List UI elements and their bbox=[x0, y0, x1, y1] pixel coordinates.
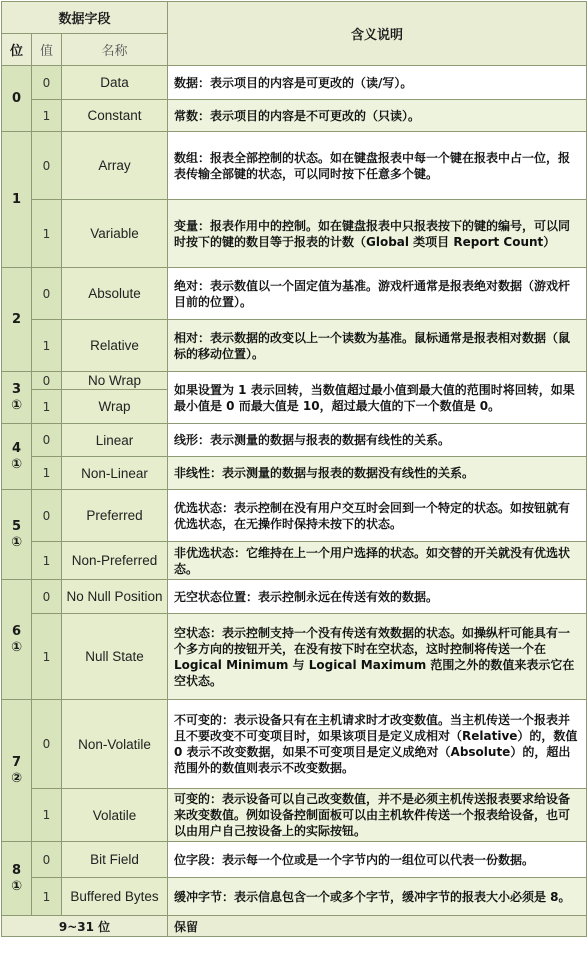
value-cell: 0 bbox=[32, 490, 62, 542]
bit-cell: 5 ① bbox=[2, 490, 32, 580]
value-cell: 0 bbox=[32, 268, 62, 320]
name-cell: No Wrap bbox=[62, 372, 168, 390]
footnote-mark: ① bbox=[10, 397, 22, 413]
value-cell: 0 bbox=[32, 842, 62, 878]
name-cell: Volatile bbox=[62, 789, 168, 842]
description-cell: 如果设置为 1 表示回转，当数值超过最小值到最大值的范围时将回转，如果最小值是 0 而最大值是 10，超过最大值的下一个数值是 0。 bbox=[168, 372, 587, 424]
description-cell: 可变的：表示设备可以自己改变数值，并不是必须主机传送报表要求给设备来改变数值。例如设备控制面板可以由主机软件传送一个报表给设备，也可以由用户自己按设备上的实际按钮。 bbox=[168, 789, 587, 842]
description-cell: 绝对：表示数值以一个固定值为基准。游戏杆通常是报表绝对数据（游戏杆目前的位置）。 bbox=[168, 268, 587, 320]
name-cell: Buffered Bytes bbox=[62, 878, 168, 916]
description-cell: 数据：表示项目的内容是可更改的（读/写）。 bbox=[168, 66, 587, 100]
value-cell: 1 bbox=[32, 320, 62, 372]
name-cell: Non-Linear bbox=[62, 457, 168, 490]
name-cell: Absolute bbox=[62, 268, 168, 320]
hid-main-item-bit-table bbox=[1, 1, 587, 937]
bit-cell: 1 bbox=[2, 132, 32, 268]
description-cell: 不可变的：表示设备只有在主机请求时才改变数值。当主机传送一个报表并且不要改变不可变项目时，如果该项目是定义成相对（Relative）的，数值 0 表示不改变数据，如果不可变项目是定义成绝对（Absolute）的，超出范围外的数值则表示不改变数据。 bbox=[168, 700, 587, 789]
name-cell: Data bbox=[62, 66, 168, 100]
value-cell: 1 bbox=[32, 457, 62, 490]
name-cell: Null State bbox=[62, 614, 168, 700]
header-bit: 位 bbox=[2, 34, 32, 66]
name-cell: Bit Field bbox=[62, 842, 168, 878]
reserved-description: 保留 bbox=[168, 916, 587, 937]
value-cell: 0 bbox=[32, 424, 62, 457]
value-cell: 1 bbox=[32, 614, 62, 700]
header-value: 值 bbox=[32, 34, 62, 66]
value-cell: 1 bbox=[32, 100, 62, 132]
footnote-mark: ① bbox=[10, 639, 22, 655]
name-cell: Variable bbox=[62, 200, 168, 268]
value-cell: 0 bbox=[32, 66, 62, 100]
reserved-bits-label: 9~31 位 bbox=[2, 916, 168, 937]
bit-cell: 3 ① bbox=[2, 372, 32, 424]
name-cell: Wrap bbox=[62, 390, 168, 424]
footnote-mark: ① bbox=[10, 534, 22, 550]
value-cell: 0 bbox=[32, 700, 62, 789]
name-cell: Non-Volatile bbox=[62, 700, 168, 789]
header-name: 名称 bbox=[62, 34, 168, 66]
description-cell: 缓冲字节：表示信息包含一个或多个字节，缓冲字节的报表大小必须是 8。 bbox=[168, 878, 587, 916]
name-cell: No Null Position bbox=[62, 580, 168, 614]
description-cell: 线形：表示测量的数据与报表的数据有线性的关系。 bbox=[168, 424, 587, 457]
name-cell: Array bbox=[62, 132, 168, 200]
description-cell: 无空状态位置：表示控制永远在传送有效的数据。 bbox=[168, 580, 587, 614]
value-cell: 0 bbox=[32, 372, 62, 390]
header-meaning: 含义说明 bbox=[168, 2, 587, 66]
name-cell: Non-Preferred bbox=[62, 542, 168, 580]
bit-cell: 6 ① bbox=[2, 580, 32, 700]
name-cell: Preferred bbox=[62, 490, 168, 542]
value-cell: 1 bbox=[32, 390, 62, 424]
bit-cell: 4 ① bbox=[2, 424, 32, 490]
name-cell: Constant bbox=[62, 100, 168, 132]
description-cell: 优选状态：表示控制在没有用户交互时会回到一个特定的状态。如按钮就有优选状态，在无操作时保持未按下的状态。 bbox=[168, 490, 587, 542]
bit-cell: 8 ① bbox=[2, 842, 32, 916]
bit-cell: 7 ② bbox=[2, 700, 32, 842]
description-cell: 常数：表示项目的内容是不可更改的（只读）。 bbox=[168, 100, 587, 132]
footnote-mark: ① bbox=[10, 878, 22, 894]
value-cell: 1 bbox=[32, 200, 62, 268]
bit-cell: 0 bbox=[2, 66, 32, 132]
value-cell: 1 bbox=[32, 542, 62, 580]
footnote-mark: ① bbox=[10, 456, 22, 472]
description-cell: 非线性：表示测量的数据与报表的数据没有线性的关系。 bbox=[168, 457, 587, 490]
name-cell: Relative bbox=[62, 320, 168, 372]
footnote-mark: ② bbox=[10, 770, 22, 786]
value-cell: 0 bbox=[32, 580, 62, 614]
value-cell: 1 bbox=[32, 878, 62, 916]
value-cell: 0 bbox=[32, 132, 62, 200]
description-cell: 位字段：表示每一个位或是一个字节内的一组位可以代表一份数据。 bbox=[168, 842, 587, 878]
header-field-group: 数据字段 bbox=[2, 2, 168, 34]
bit-cell: 2 bbox=[2, 268, 32, 372]
name-cell: Linear bbox=[62, 424, 168, 457]
description-cell: 非优选状态：它维持在上一个用户选择的状态。如交替的开关就没有优选状态。 bbox=[168, 542, 587, 580]
value-cell: 1 bbox=[32, 789, 62, 842]
description-cell: 数组：报表全部控制的状态。如在键盘报表中每一个键在报表中占一位，报表传输全部键的状态，可以同时按下任意多个键。 bbox=[168, 132, 587, 200]
description-cell: 变量：报表作用中的控制。如在键盘报表中只报表按下的键的编号，可以同时按下的键的数目等于报表的计数（Global 类项目 Report Count） bbox=[168, 200, 587, 268]
description-cell: 相对：表示数据的改变以上一个读数为基准。鼠标通常是报表相对数据（鼠标的移动位置）。 bbox=[168, 320, 587, 372]
description-cell: 空状态：表示控制支持一个没有传送有效数据的状态。如操纵杆可能具有一个多方向的按钮开关，在没有按下时在空状态，这时控制将传送一个在 Logical Minimum 与 Logical Maximum 范围之外的数值来表示它在空状态。 bbox=[168, 614, 587, 700]
